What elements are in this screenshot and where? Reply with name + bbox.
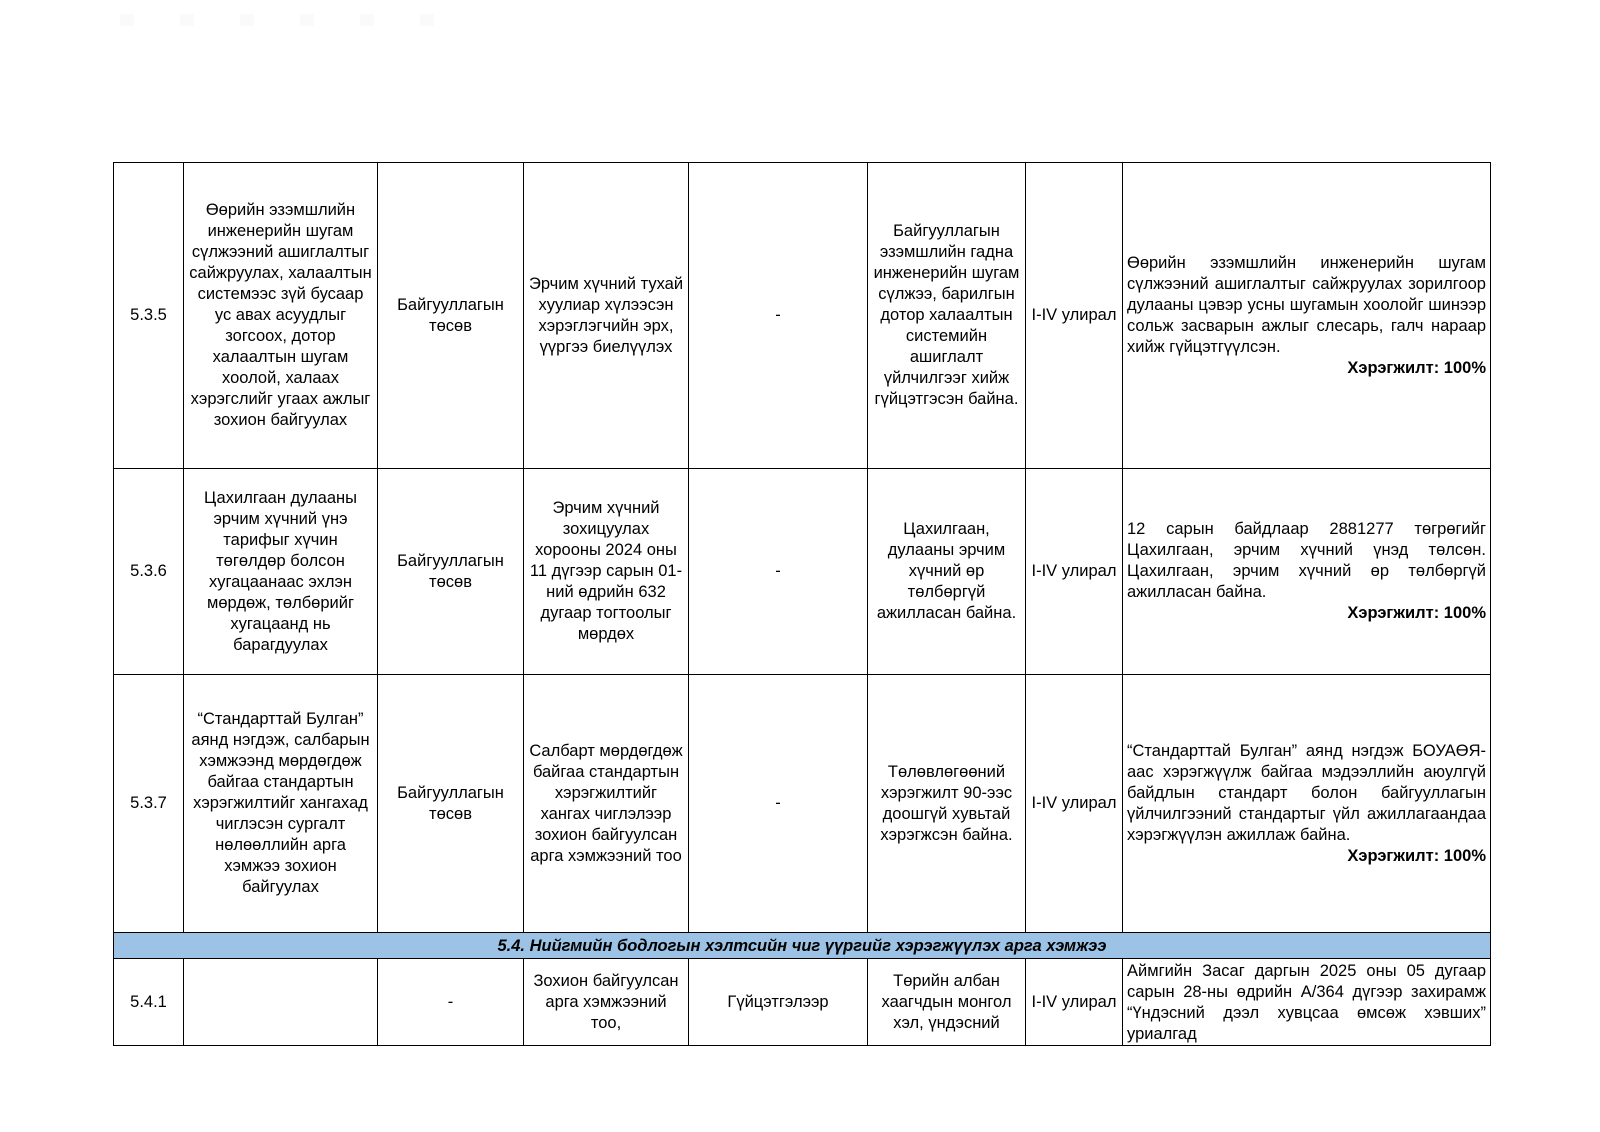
- activity-cell: “Стандарттай Булган” аянд нэгдэж, салбарын хэмжээнд мөрдөгдөж байгаа стандартын хэрэгжилтийг хангахад чиглэсэн сургалт нөлөөллийн арга хэмжээ зохион байгуулах: [184, 675, 378, 933]
- indicator-cell: Эрчим хүчний зохицуулах хорооны 2024 оны 11 дүгээр сарын 01-ний өдрийн 632 дугаар тогтоолыг мөрдөх: [524, 469, 689, 675]
- implementation-text: “Стандарттай Булган” аянд нэгдэж БОУАӨЯ-аас хэрэгжүүлж байгаа мэдээллийн аюулгүй байдлын стандарт болон байгууллагын үйлчилгээний стандартыг үйл ажиллагаандаа хэрэгжүүлэн ажиллаж байна.: [1127, 741, 1486, 844]
- section-header: 5.4. Нийгмийн бодлогын хэлтсийн чиг үүргийг хэрэгжүүлэх арга хэмжээ: [114, 933, 1491, 959]
- implementation-score: Хэрэгжилт: 100%: [1347, 846, 1486, 865]
- indicator-cell: Эрчим хүчний тухай хуулиар хүлээсэн хэрэглэгчийн эрх, үүргээ биелүүлэх: [524, 163, 689, 469]
- table-row: [114, 163, 1491, 469]
- activity-cell: Цахилгаан дулааны эрчим хүчний үнэ тарифыг хүчин төгөлдөр болсон хугацаанаас эхлэн мөрдөж, төлбөрийг хугацаанд нь барагдуулах: [184, 469, 378, 675]
- table-row: [114, 959, 1491, 1046]
- period-cell: I-IV улирал: [1026, 675, 1123, 933]
- implementation-text: Өөрийн эзэмшлийн инженерийн шугам сүлжээний ашиглалтыг сайжруулах зорилгоор дулааны цэвэр усны шугамын хоолойг шинээр сольж засварын ажлыг слесарь, галч нараар хийж гүйцэтгүүлсэн.: [1127, 253, 1486, 356]
- table-row: [114, 675, 1491, 933]
- budget-cell: Байгууллагын төсөв: [378, 163, 524, 469]
- period-cell: I-IV улирал: [1026, 469, 1123, 675]
- budget-cell: -: [378, 959, 524, 1046]
- implementation-cell: [1123, 163, 1491, 469]
- row-id-cell: 5.3.7: [114, 675, 184, 933]
- baseline-cell: -: [689, 163, 868, 469]
- activity-cell: Өөрийн эзэмшлийн инженерийн шугам сүлжээний ашиглалтыг сайжруулах, халаалтын системээс зүй бусаар ус авах асуудлыг зогсоох, дотор халаалтын шугам хоолой, халаах хэрэгслийг угаах ажлыг зохион байгуулах: [184, 163, 378, 469]
- indicator-cell: Салбарт мөрдөгдөж байгаа стандартын хэрэгжилтийг хангах чиглэлээр зохион байгуулсан арга хэмжээний тоо: [524, 675, 689, 933]
- budget-cell: Байгууллагын төсөв: [378, 469, 524, 675]
- faint-scan-marks: [120, 14, 470, 26]
- implementation-score: Хэрэгжилт: 100%: [1347, 358, 1486, 377]
- row-id-cell: 5.3.6: [114, 469, 184, 675]
- baseline-cell: -: [689, 675, 868, 933]
- activity-cell: [184, 959, 378, 1046]
- implementation-text: Аймгийн Засаг даргын 2025 оны 05 дугаар сарын 28-ны өдрийн А/364 дүгээр захирамж “Үндэсний дээл хувцсаа өмсөж хэвших” уриалгад: [1127, 962, 1486, 1043]
- row-id-cell: 5.3.5: [114, 163, 184, 469]
- budget-cell: Байгууллагын төсөв: [378, 675, 524, 933]
- implementation-text: 12 сарын байдлаар 2881277 төгрөгийг Цахилгаан, эрчим хүчний үнэд төлсөн. Цахилгаан, эрчим хүчний өр төлбөргүй ажилласан байна.: [1127, 520, 1486, 601]
- baseline-cell: -: [689, 469, 868, 675]
- baseline-cell: Гүйцэтгэлээр: [689, 959, 868, 1046]
- section-header-row: [114, 933, 1491, 959]
- implementation-score: Хэрэгжилт: 100%: [1347, 604, 1486, 622]
- implementation-cell: [1123, 675, 1491, 933]
- period-cell: I-IV улирал: [1026, 959, 1123, 1046]
- implementation-cell: [1123, 959, 1491, 1046]
- table-row: [114, 469, 1491, 675]
- period-cell: I-IV улирал: [1026, 163, 1123, 469]
- expected-result-cell: Байгууллагын эзэмшлийн гадна инженерийн шугам сүлжээ, барилгын дотор халаалтын системийн ашиглалт үйлчилгээг хийж гүйцэтгэсэн байна.: [868, 163, 1026, 469]
- row-id-cell: 5.4.1: [114, 959, 184, 1046]
- expected-result-cell: Төлөвлөгөөний хэрэгжилт 90-ээс доошгүй хувьтай хэрэгжсэн байна.: [868, 675, 1026, 933]
- indicator-cell: Зохион байгуулсан арга хэмжээний тоо,: [524, 959, 689, 1046]
- expected-result-cell: Цахилгаан, дулааны эрчим хүчний өр төлбөргүй ажилласан байна.: [868, 469, 1026, 675]
- expected-result-cell: Төрийн албан хаагчдын монгол хэл, үндэсний: [868, 959, 1026, 1046]
- implementation-cell: [1123, 469, 1491, 675]
- activity-table: [113, 162, 1491, 1046]
